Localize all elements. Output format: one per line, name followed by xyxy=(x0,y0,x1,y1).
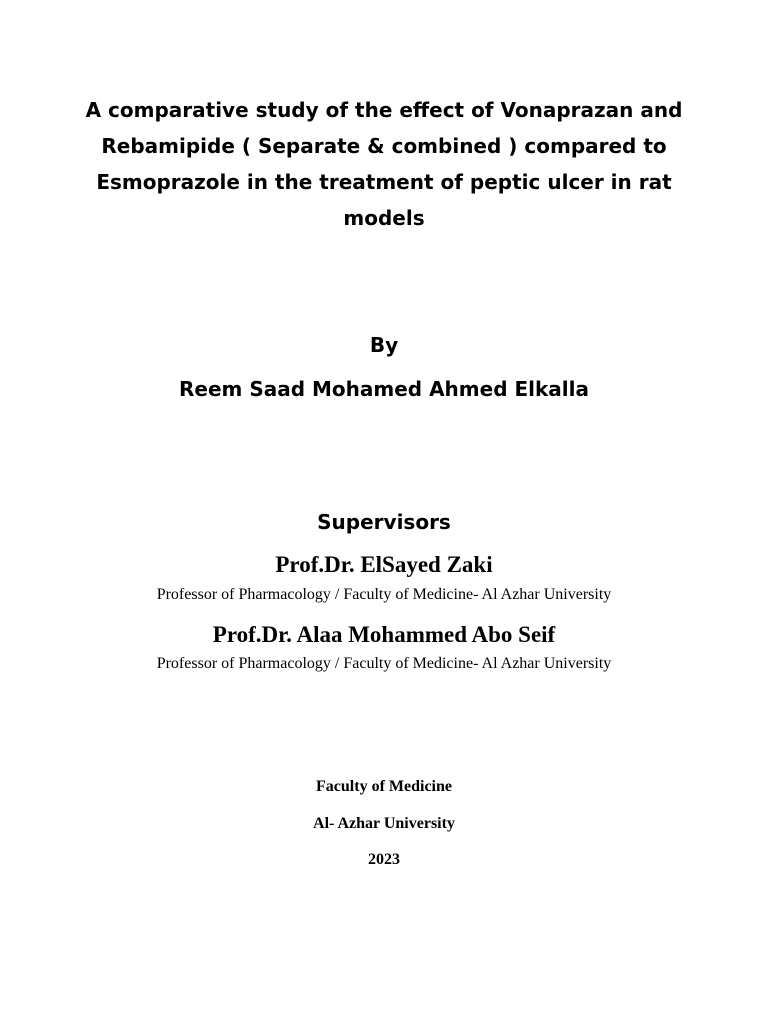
supervisor-1-name: Prof.Dr. ElSayed Zaki xyxy=(275,552,493,577)
title-line: Rebamipide ( Separate & combined ) compared to xyxy=(101,134,667,158)
thesis-title xyxy=(40,92,728,236)
supervisors-heading: Supervisors xyxy=(317,510,451,534)
by-label: By xyxy=(369,333,399,357)
supervisor-1-role: Professor of Pharmacology / Faculty of Medicine- Al Azhar University xyxy=(156,586,612,603)
supervisor-2-role: Professor of Pharmacology / Faculty of Medicine- Al Azhar University xyxy=(156,655,612,672)
university-name: Al- Azhar University xyxy=(313,815,455,832)
title-line: Esmoprazole in the treatment of peptic ulcer in rat xyxy=(96,170,672,194)
title-line: A comparative study of the effect of Vonaprazan and xyxy=(85,98,683,122)
year: 2023 xyxy=(368,851,400,868)
faculty-name: Faculty of Medicine xyxy=(316,778,452,795)
author-name: Reem Saad Mohamed Ahmed Elkalla xyxy=(179,377,589,401)
title-line: models xyxy=(343,206,425,230)
supervisor-2-name: Prof.Dr. Alaa Mohammed Abo Seif xyxy=(212,622,556,647)
